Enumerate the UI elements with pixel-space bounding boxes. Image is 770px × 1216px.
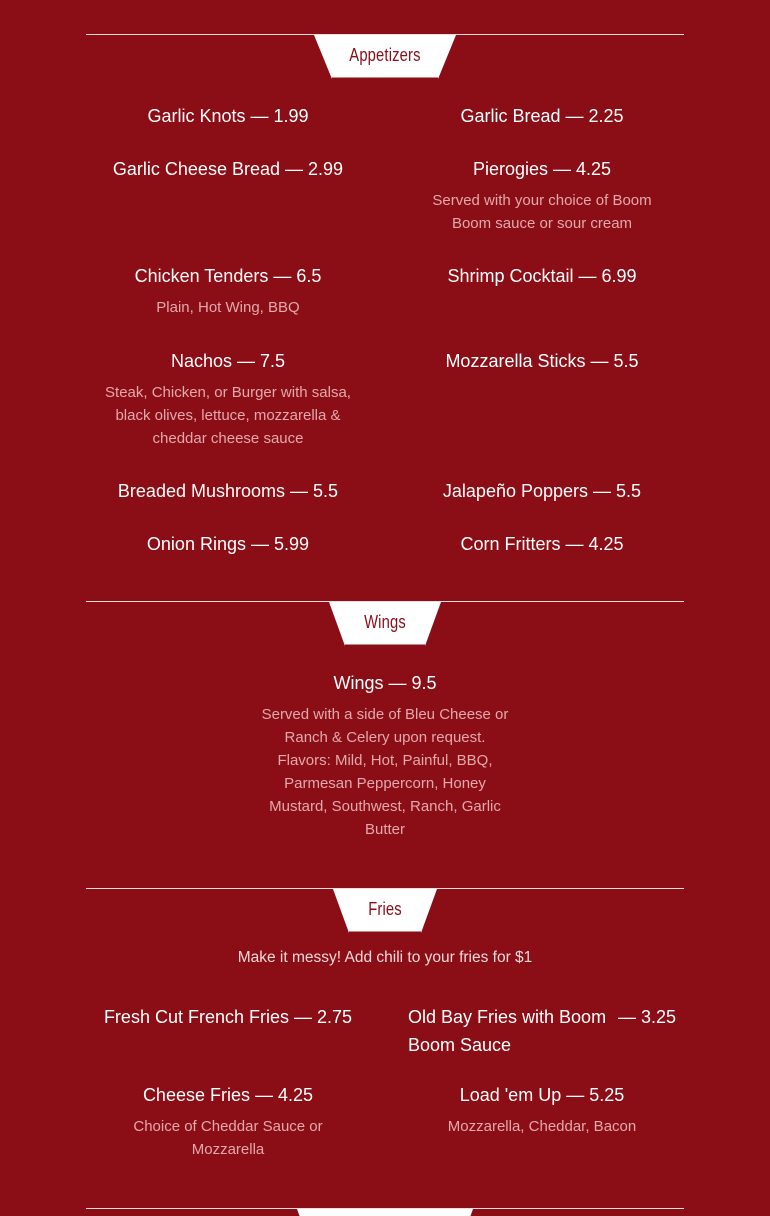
item-description: Choice of Cheddar Sauce or Mozzarella [133, 1118, 323, 1158]
price-separator: — [593, 481, 612, 501]
menu-item-onion-rings [98, 530, 358, 558]
item-description: Served with a side of Bleu Cheese or Ranch & Celery upon request. Flavors: Mild, Hot, Painful, BBQ, Parmesan Peppercorn, Honey Mustard, Southwest, Ranch, Garlic Butter [261, 706, 509, 838]
fries-note: Make it messy! Add chili to your fries for $1 [237, 949, 533, 966]
item-price: 5.5 [313, 481, 339, 501]
item-price: 4.25 [576, 159, 612, 179]
item-price: 7.5 [260, 351, 286, 371]
menu-item-shrimp-cocktail [412, 262, 672, 290]
item-price: 4.25 [278, 1085, 314, 1105]
item-name: Onion Rings [146, 534, 246, 554]
item-description: Plain, Hot Wing, BBQ [156, 299, 300, 316]
item-price: 5.5 [613, 351, 639, 371]
price-separator: — [250, 106, 269, 126]
fries-tab [333, 889, 437, 933]
appetizers-heading: Appetizers [349, 45, 421, 65]
item-price: 6.5 [296, 266, 322, 286]
item-name: Wings [333, 673, 384, 693]
wings-tab [329, 602, 441, 646]
item-description: Mozzarella, Cheddar, Bacon [447, 1118, 637, 1135]
item-name: Shrimp Cocktail [447, 266, 574, 286]
item-name: Corn Fritters [460, 534, 561, 554]
menu-item-garlic-knots [98, 102, 358, 130]
menu-item-fresh-cut-french-fries [98, 1003, 358, 1031]
menu-item-garlic-bread [412, 102, 672, 130]
price-separator: — [294, 1007, 312, 1027]
price-separator: — [578, 266, 597, 286]
price-separator: — [388, 673, 407, 693]
item-description: Steak, Chicken, or Burger with salsa, black olives, lettuce, mozzarella & cheddar cheese sauce [105, 384, 351, 447]
price-separator: — [290, 481, 309, 501]
menu-item-chicken-tenders [98, 262, 358, 319]
item-name: Breaded Mushrooms [117, 481, 286, 501]
menu-item-mozzarella-sticks [412, 347, 672, 375]
next-section-tab-shape [297, 1209, 473, 1216]
fries-heading: Fries [368, 899, 402, 919]
item-price: 5.25 [589, 1085, 625, 1105]
item-name: Fresh Cut French Fries [103, 1007, 289, 1027]
price-separator: — [565, 106, 584, 126]
item-price: 3.25 [640, 1007, 676, 1027]
item-price: 2.99 [308, 159, 344, 179]
price-separator: — [566, 1085, 585, 1105]
menu-item-load-em-up [412, 1081, 672, 1138]
menu-item-breaded-mushrooms [98, 477, 358, 505]
item-price: 5.99 [274, 534, 310, 554]
menu-item-garlic-cheese-bread [98, 155, 358, 183]
price-separator: — [273, 266, 292, 286]
item-name: Load 'em Up [459, 1085, 562, 1105]
item-name: Nachos [170, 351, 232, 371]
menu-item-pierogies [412, 155, 672, 235]
item-description: Served with your choice of Boom Boom sauce or sour cream [432, 192, 652, 232]
price-separator: — [553, 159, 571, 179]
item-name: Garlic Bread [460, 106, 561, 126]
item-price: 5.5 [616, 481, 642, 501]
item-price: 6.99 [601, 266, 637, 286]
menu-item-corn-fritters [412, 530, 672, 558]
item-price: 2.25 [588, 106, 624, 126]
item-name: Garlic Cheese Bread [112, 159, 280, 179]
menu-item-wings [260, 669, 510, 841]
price-separator: — [590, 351, 609, 371]
item-name: Mozzarella Sticks [445, 351, 586, 371]
price-separator: — [617, 1007, 636, 1027]
item-name: Old Bay Fries with Boom Boom Sauce [408, 1007, 607, 1055]
price-separator: — [565, 534, 584, 554]
price-separator: — [251, 534, 269, 554]
appetizers-tab [314, 35, 456, 79]
item-name: Cheese Fries [142, 1085, 250, 1105]
menu-item-jalapeno-poppers [412, 477, 672, 505]
item-name: Jalapeño Poppers [442, 481, 589, 501]
item-name: Chicken Tenders [134, 266, 269, 286]
item-price: 2.75 [317, 1007, 353, 1027]
item-price: 4.25 [588, 534, 624, 554]
menu-item-cheese-fries [98, 1081, 358, 1161]
item-name: Garlic Knots [147, 106, 246, 126]
menu-item-old-bay-fries [408, 1003, 678, 1059]
price-separator: — [237, 351, 255, 371]
price-separator: — [285, 159, 304, 179]
item-price: 1.99 [273, 106, 309, 126]
wings-heading: Wings [364, 612, 406, 632]
menu-item-nachos [98, 347, 358, 450]
item-name: Pierogies [472, 159, 548, 179]
price-separator: — [255, 1085, 273, 1105]
item-price: 9.5 [411, 673, 437, 693]
next-section-tab [297, 1209, 473, 1216]
